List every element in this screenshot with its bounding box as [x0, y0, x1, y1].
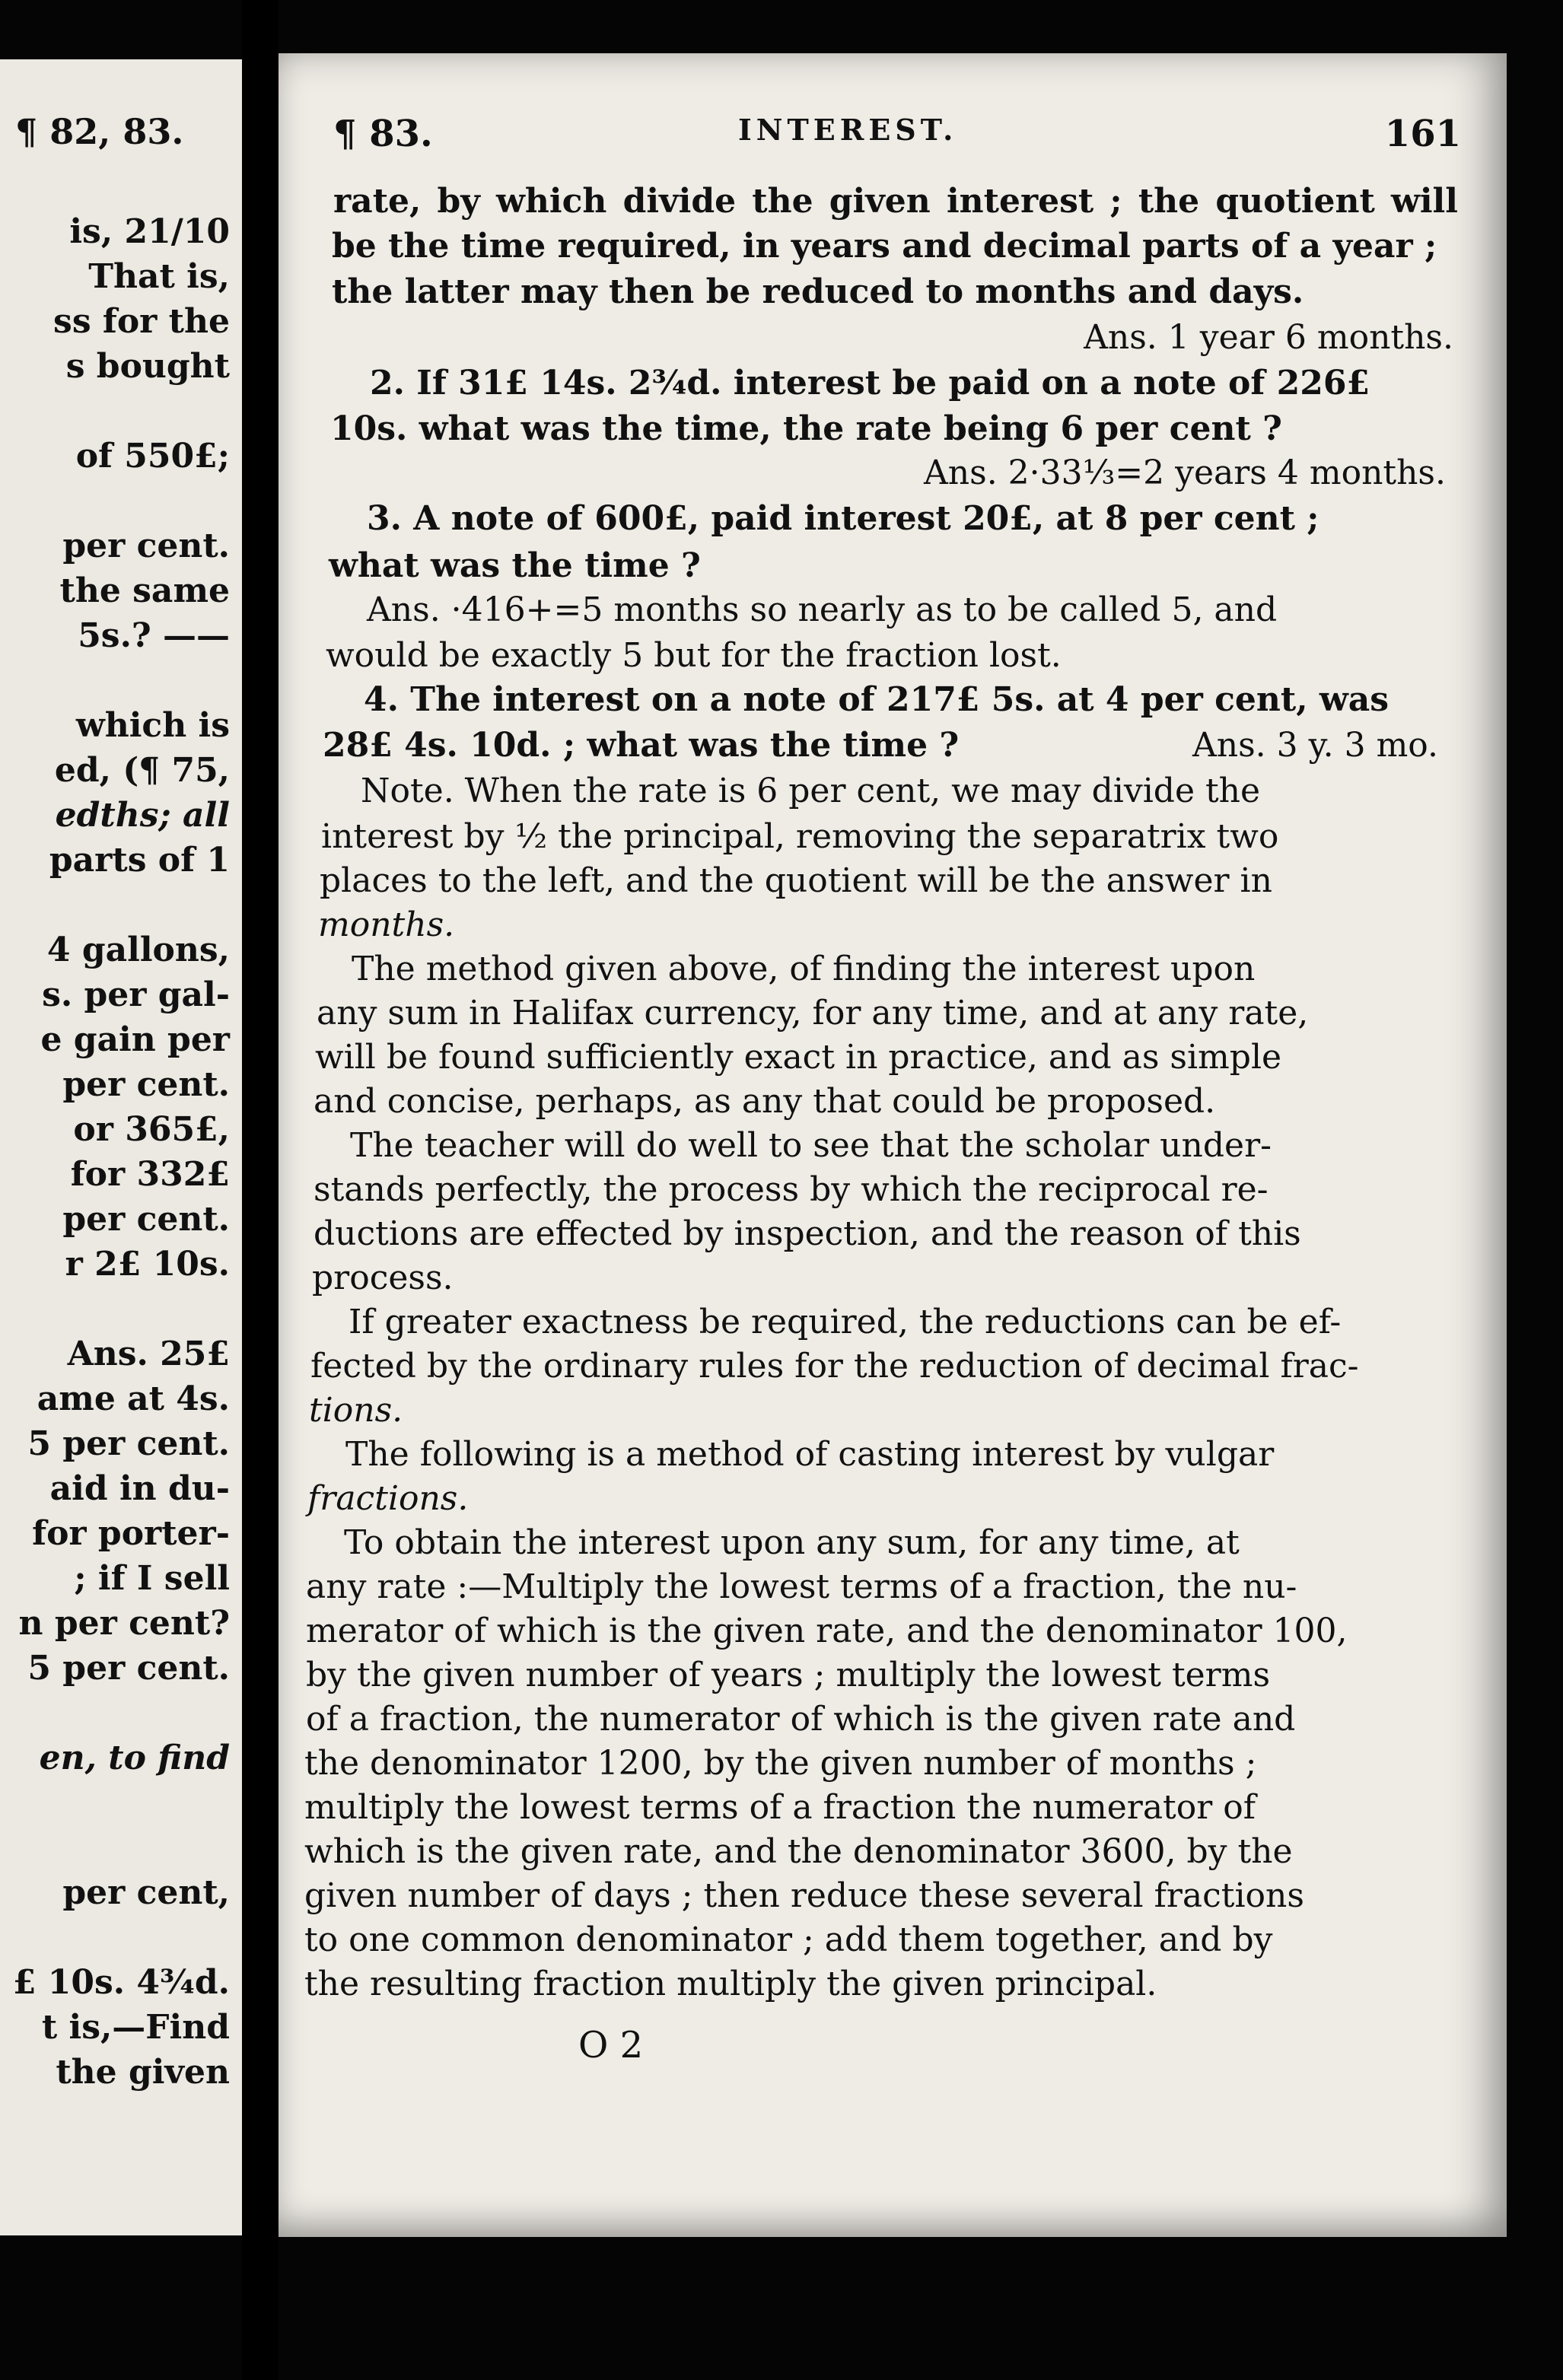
- body-line: The following is a method of casting interest by vulgar: [345, 1435, 1275, 1474]
- left-page-line: per cent.: [62, 527, 230, 565]
- left-page-fragment: [0, 59, 242, 2235]
- left-page-line: per cent,: [62, 1873, 230, 1912]
- note-line: Note. When the rate is 6 per cent, we may divide the: [361, 772, 1261, 810]
- left-page-line: en, to find: [39, 1739, 230, 1777]
- left-page-line: 5s.? ——: [78, 616, 230, 655]
- left-page-line: ame at 4s.: [37, 1379, 230, 1418]
- left-page-line: of 550£;: [75, 437, 230, 476]
- left-page-line: s. per gal-: [42, 975, 230, 1014]
- main-page: [279, 53, 1507, 2237]
- answer-line: Ans. 2·33⅓=2 years 4 months.: [924, 453, 1446, 492]
- left-page-line: which is: [75, 706, 230, 745]
- body-line: will be found sufficiently exact in practice, and as simple: [315, 1038, 1282, 1077]
- left-page-line: parts of 1: [49, 841, 230, 880]
- page-number: 161: [1384, 113, 1461, 155]
- body-line: fractions.: [307, 1479, 469, 1518]
- body-line: to one common denominator ; add them together, and by: [304, 1920, 1273, 1959]
- left-page-header: ¶ 82, 83.: [15, 111, 184, 152]
- left-page-line: aid in du-: [49, 1469, 230, 1508]
- body-line: tions.: [309, 1391, 403, 1430]
- body-line: The teacher will do well to see that the scholar under-: [350, 1126, 1272, 1165]
- left-page-line: 5 per cent.: [27, 1424, 230, 1463]
- problem-line: what was the time ?: [329, 546, 701, 585]
- body-line: the latter may then be reduced to months and days.: [332, 272, 1304, 311]
- left-page-line: 5 per cent.: [27, 1649, 230, 1688]
- body-line: given number of days ; then reduce these several fractions: [304, 1876, 1304, 1915]
- body-line: stands perfectly, the process by which the reciprocal re-: [314, 1170, 1269, 1209]
- book-gutter: [242, 0, 279, 2380]
- left-page-line: edths; all: [55, 796, 230, 835]
- body-line: If greater exactness be required, the reductions can be ef-: [349, 1303, 1342, 1341]
- left-page-line: for porter-: [32, 1514, 230, 1553]
- left-page-line: for 332£: [70, 1155, 230, 1194]
- body-line: and concise, perhaps, as any that could be proposed.: [314, 1082, 1216, 1121]
- problem-line: 2. If 31£ 14s. 2¾d. interest be paid on a note of 226£: [370, 364, 1370, 402]
- left-page-line: ss for the: [53, 302, 230, 341]
- left-page-line: That is,: [88, 257, 230, 296]
- problem-line: 3. A note of 600£, paid interest 20£, at 8 per cent ;: [367, 499, 1319, 538]
- body-line: any rate :—Multiply the lowest terms of a fraction, the nu-: [306, 1567, 1297, 1606]
- body-line: which is the given rate, and the denominator 3600, by the: [304, 1832, 1293, 1871]
- problem-line: 10s. what was the time, the rate being 6 per cent ?: [330, 409, 1282, 448]
- body-line: the resulting fraction multiply the given principal.: [304, 1965, 1157, 2003]
- body-line: process.: [312, 1258, 454, 1297]
- left-page-line: n per cent?: [18, 1604, 230, 1643]
- answer-line: Ans. ·416+=5 months so nearly as to be called 5, and: [367, 590, 1278, 629]
- body-line: of a fraction, the numerator of which is the given rate and: [306, 1700, 1296, 1739]
- body-line: rate, by which divide the given interest ; the quotient will: [333, 182, 1458, 221]
- body-line: multiply the lowest terms of a fraction the numerator of: [304, 1788, 1256, 1827]
- left-page-line: ed, (¶ 75,: [54, 751, 230, 790]
- left-page-line: e gain per: [40, 1020, 230, 1059]
- left-page-line: £ 10s. 4¾d.: [12, 1963, 230, 2002]
- problem-line: 4. The interest on a note of 217£ 5s. at 4 per cent, was: [364, 680, 1390, 719]
- body-line: by the given number of years ; multiply the lowest terms: [306, 1656, 1271, 1694]
- body-line: To obtain the interest upon any sum, for any time, at: [344, 1523, 1240, 1562]
- section-mark: ¶ 83.: [333, 113, 433, 155]
- body-line: interest by ½ the principal, removing the separatrix two: [321, 817, 1279, 856]
- body-line: ductions are effected by inspection, and the reason of this: [314, 1214, 1301, 1253]
- body-line: any sum in Halifax currency, for any time, and at any rate,: [317, 994, 1309, 1032]
- body-line: merator of which is the given rate, and the denominator 100,: [306, 1612, 1348, 1650]
- problem-line: 28£ 4s. 10d. ; what was the time ?: [323, 726, 960, 765]
- signature-mark: O 2: [578, 2024, 644, 2067]
- answer-line: would be exactly 5 but for the fraction lost.: [326, 636, 1062, 675]
- left-page-line: s bought: [65, 347, 230, 386]
- left-page-line: r 2£ 10s.: [65, 1245, 230, 1284]
- body-line: fected by the ordinary rules for the reduction of decimal frac-: [310, 1347, 1359, 1386]
- left-page-line: is, 21/10: [69, 212, 230, 251]
- left-page-line: the same: [59, 571, 230, 610]
- running-title: INTEREST.: [738, 113, 958, 147]
- body-line: the denominator 1200, by the given number of months ;: [304, 1744, 1257, 1783]
- body-line: months.: [318, 905, 455, 944]
- left-page-line: or 365£,: [73, 1110, 230, 1149]
- answer-line: Ans. 3 y. 3 mo.: [1192, 726, 1438, 765]
- answer-line: Ans. 1 year 6 months.: [1084, 318, 1453, 357]
- left-page-line: t is,—Find: [41, 2008, 230, 2047]
- left-page-line: Ans. 25£: [67, 1335, 230, 1373]
- left-page-line: per cent.: [62, 1065, 230, 1104]
- left-page-line: 4 gallons,: [46, 931, 230, 969]
- body-line: be the time required, in years and decimal parts of a year ;: [332, 227, 1437, 266]
- left-page-line: the given: [56, 2053, 230, 2092]
- left-page-line: per cent.: [62, 1200, 230, 1239]
- left-page-line: ; if I sell: [74, 1559, 230, 1598]
- body-line: The method given above, of finding the interest upon: [352, 950, 1256, 988]
- body-line: places to the left, and the quotient will be the answer in: [320, 861, 1272, 900]
